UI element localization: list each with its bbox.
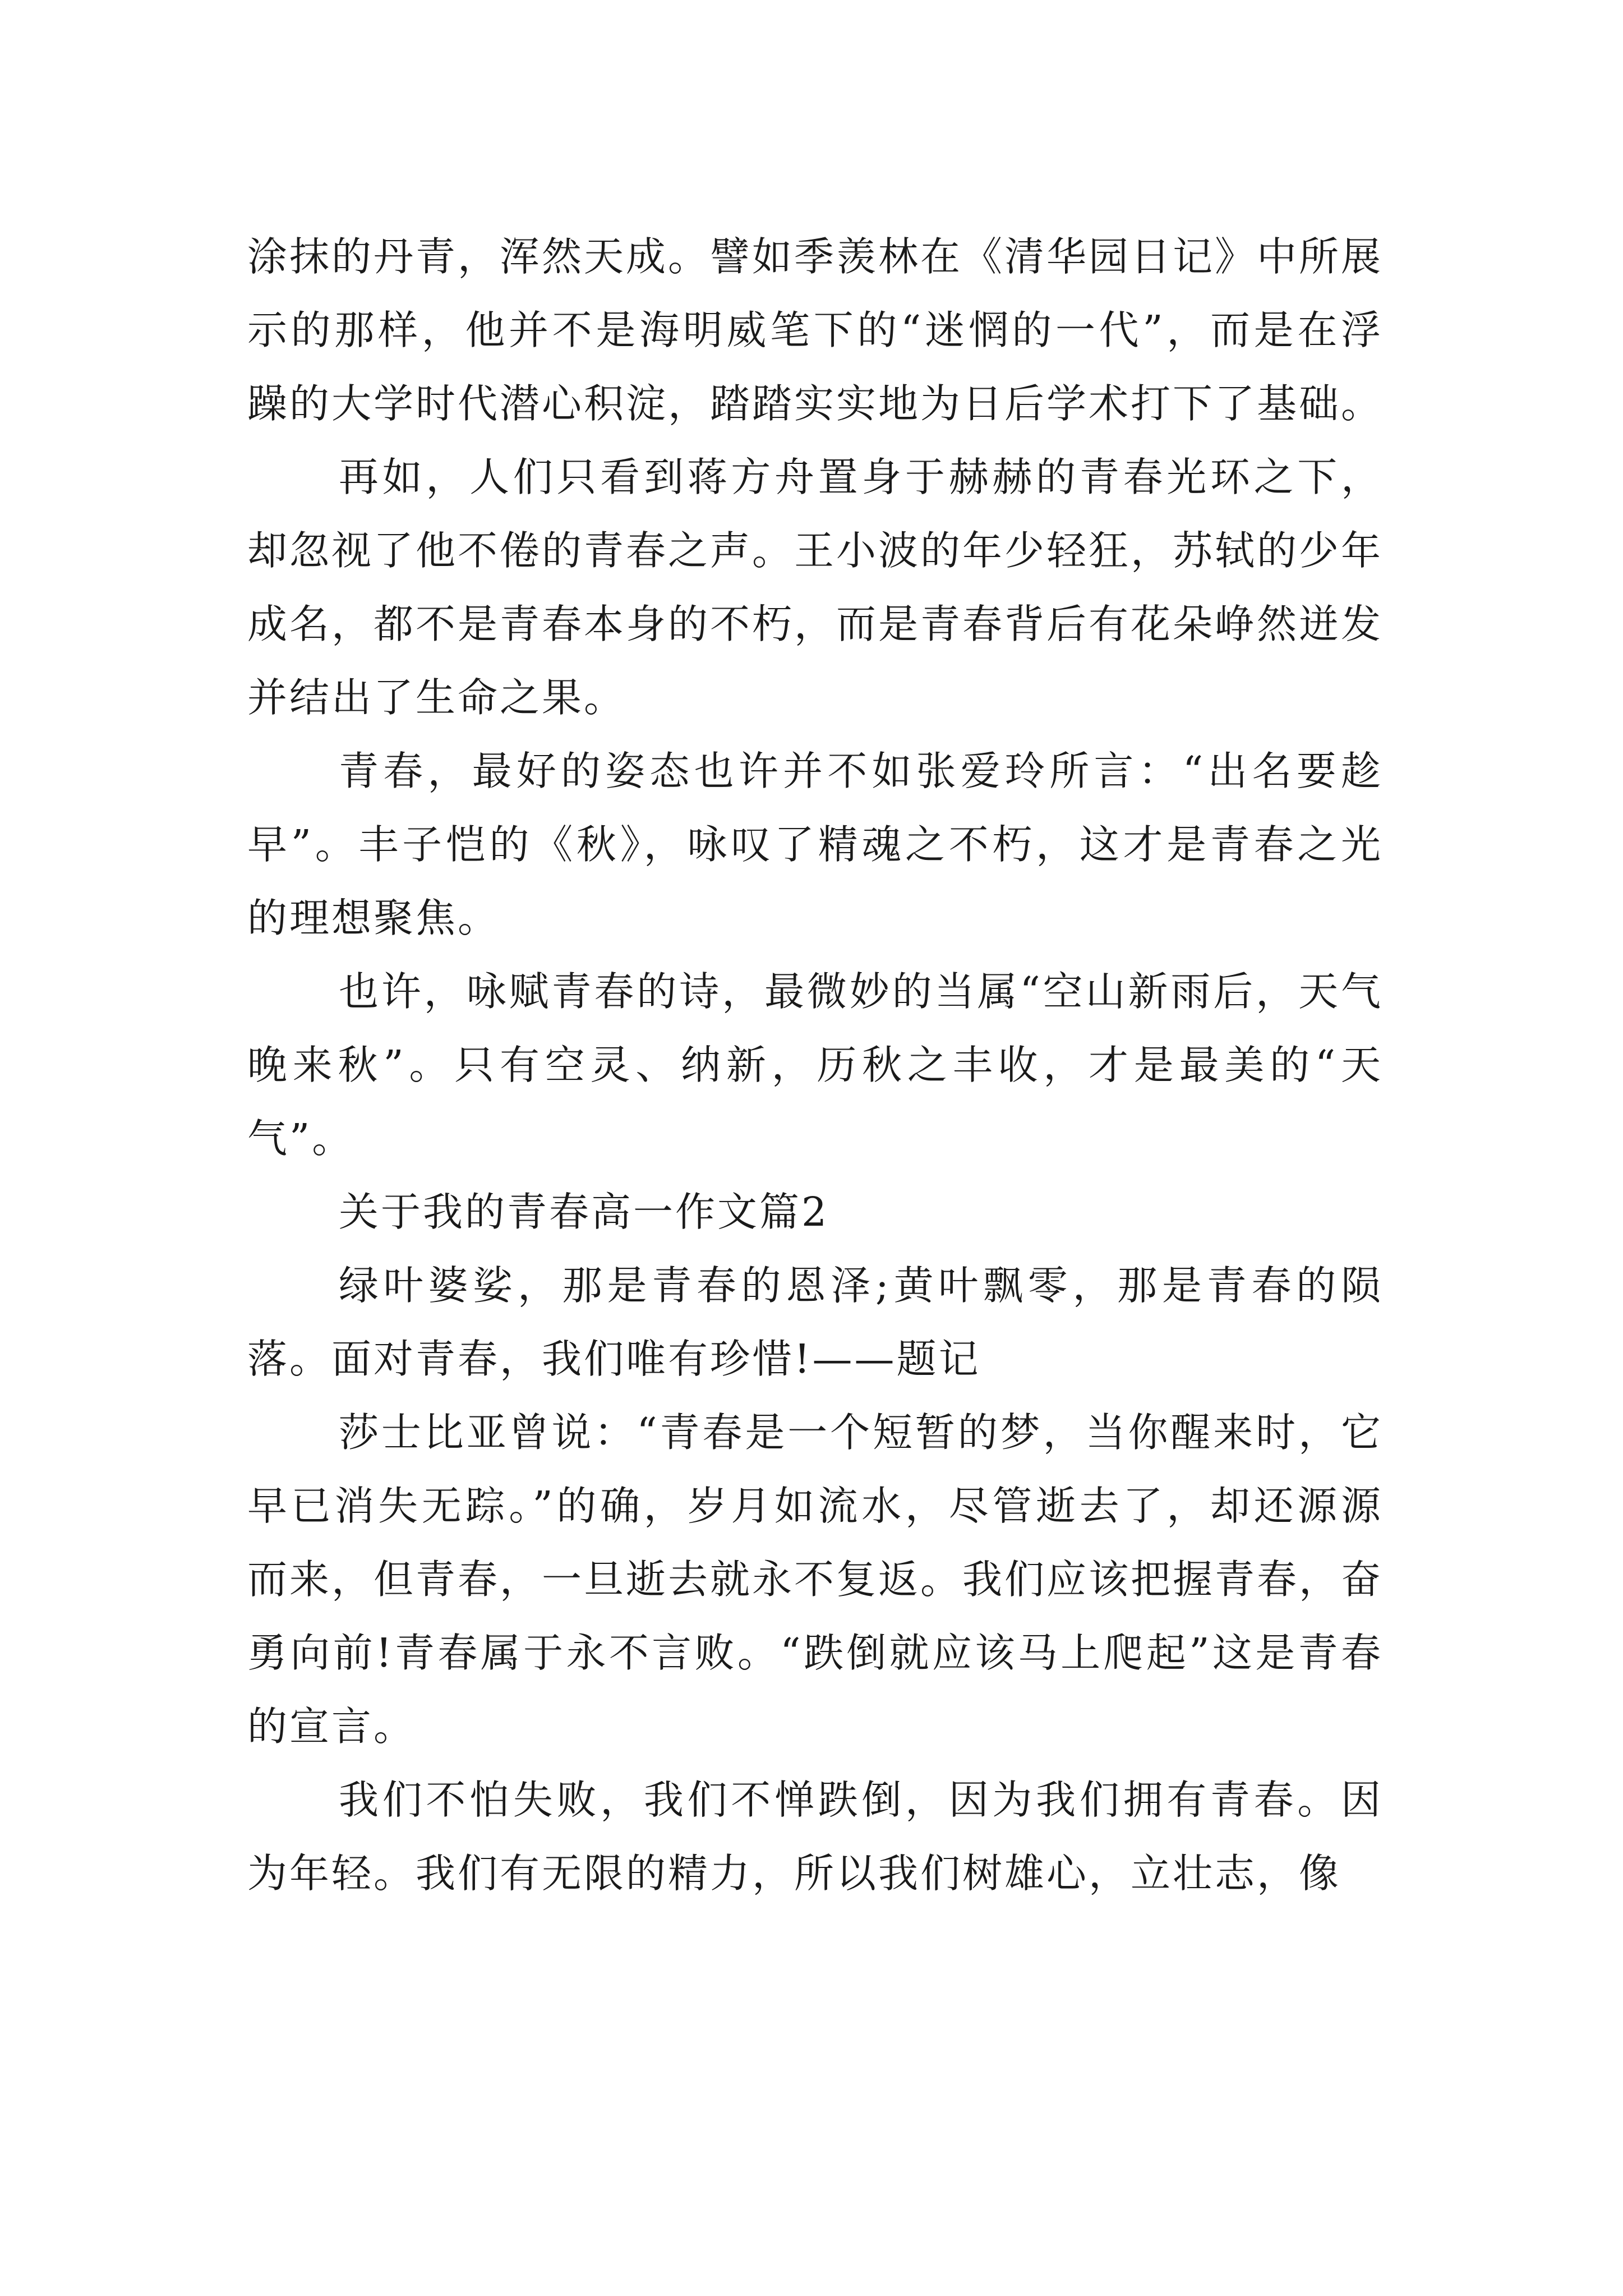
paragraph: 再如，人们只看到蒋方舟置身于赫赫的青春光环之下，却忽视了他不倦的青春之声。王小波的年少轻狂，苏轼的少年成名，都不是青春本身的不朽，而是青春背后有花朵峥然迸发并结出了生命之果。 (247, 454, 1384, 721)
section-heading: 关于我的青春高一作文篇2 (339, 1189, 829, 1235)
paragraph-continuation: 涂抹的丹青，浑然天成。譬如季羡林在《清华园日记》中所展示的那样，他并不是海明威笔下的“迷惘的一代”，而是在浮躁的大学时代潜心积淀，踏踏实实地为日后学术打下了基础。 (247, 233, 1384, 427)
paragraph: 莎士比亚曾说：“青春是一个短暂的梦，当你醒来时，它早已消失无踪。”的确，岁月如流水，尽管逝去了，却还源源而来，但青春，一旦逝去就永不复返。我们应该把握青春，奋勇向前!青春属于永不言败。“跌倒就应该马上爬起”这是青春的宣言。 (247, 1409, 1384, 1750)
paragraph: 绿叶婆娑，那是青春的恩泽;黄叶飘零，那是青春的陨落。面对青春，我们唯有珍惜!——题记 (247, 1262, 1383, 1382)
document-body (247, 220, 1383, 1910)
paragraph: 我们不怕失败，我们不惮跌倒，因为我们拥有青春。因为年轻。我们有无限的精力，所以我们树雄心，立壮志，像 (247, 1777, 1383, 1897)
paragraph: 青春，最好的姿态也许并不如张爱玲所言：“出名要趁早”。丰子恺的《秋》，咏叹了精魂之不朽，这才是青春之光的理想聚焦。 (247, 748, 1383, 941)
paragraph: 也许，咏赋青春的诗，最微妙的当属“空山新雨后，天气晚来秋”。只有空灵、纳新，历秋之丰收，才是最美的“天气”。 (247, 968, 1383, 1162)
